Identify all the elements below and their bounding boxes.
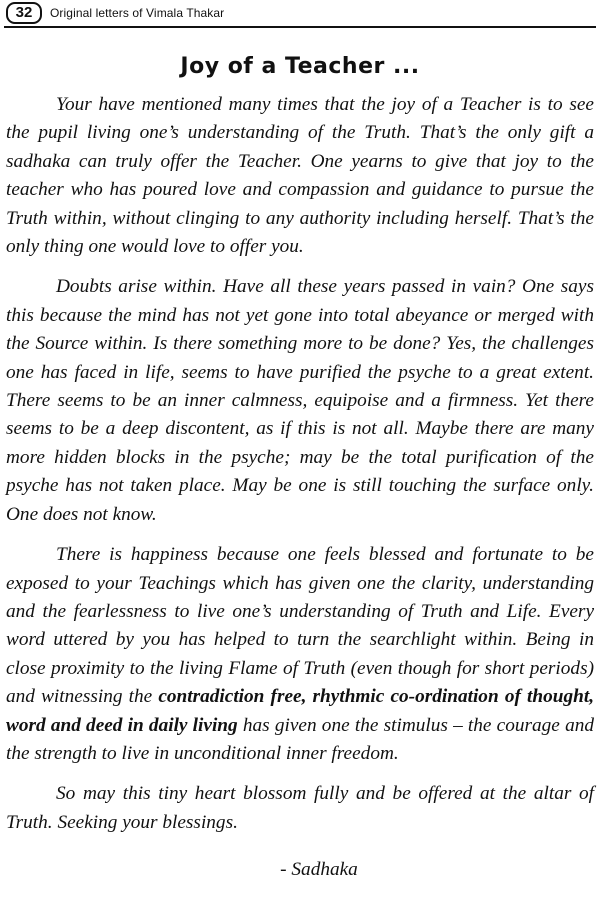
paragraph-2: Doubts arise within. Have all these years passed in vain? One says this because the mind has not yet gone into total abeyance or merged with the Source within. Is there something more to be done? Yes, the challenges one has faced in life, seems to have purified the psyche to a great extent. There seems to be an inner calmness, equipoise and a firmness. Yet there seems to be a deep discontent, as if this is not all. Maybe there are many more hidden blocks in the psyche; may be the total purification of the psyche has not taken place. May be one is still touching the surface only. One does not know. (6, 276, 594, 525)
paragraph-4: So may this tiny heart blossom fully and be offered at the altar of Truth. Seeking your blessings. (6, 783, 594, 833)
paragraph-3-text-start: There is happiness because one feels blessed and fortunate to be exposed to your Teachings which has given one the clarity, understanding and the fearlessness to live one’s understanding of Truth and Life. Every word uttered by you has helped to turn the searchlight within. Being in close proximity to the living Flame of Truth (even though for short periods) and witnessing the (6, 544, 594, 708)
signature: - Sadhaka (280, 859, 358, 880)
paragraph-3-bold-text: contradiction free, rhythmic co-ordination of thought, word and deed in daily living (6, 686, 595, 736)
page-header (4, 2, 596, 28)
chapter-title: Joy of a Teacher ... (180, 54, 420, 79)
page-number: 32 (6, 2, 42, 24)
running-title: Original letters of Vimala Thakar (50, 6, 225, 20)
paragraph-1: Your have mentioned many times that the joy of a Teacher is to see the pupil living one’s understanding of the Truth. That’s the only gift a sadhaka can truly offer the Teacher. One yearns to give that joy to the teacher who has poured love and compassion and guidance to pursue the Truth within, without clinging to any authority including herself. That’s the only thing one would love to offer you. (6, 94, 594, 258)
paragraph-3-text-end: has given one the stimulus – the courage and the strength to live in unconditional inner freedom. (6, 714, 594, 764)
letter-body (6, 91, 594, 849)
paragraph-3 (6, 541, 594, 768)
